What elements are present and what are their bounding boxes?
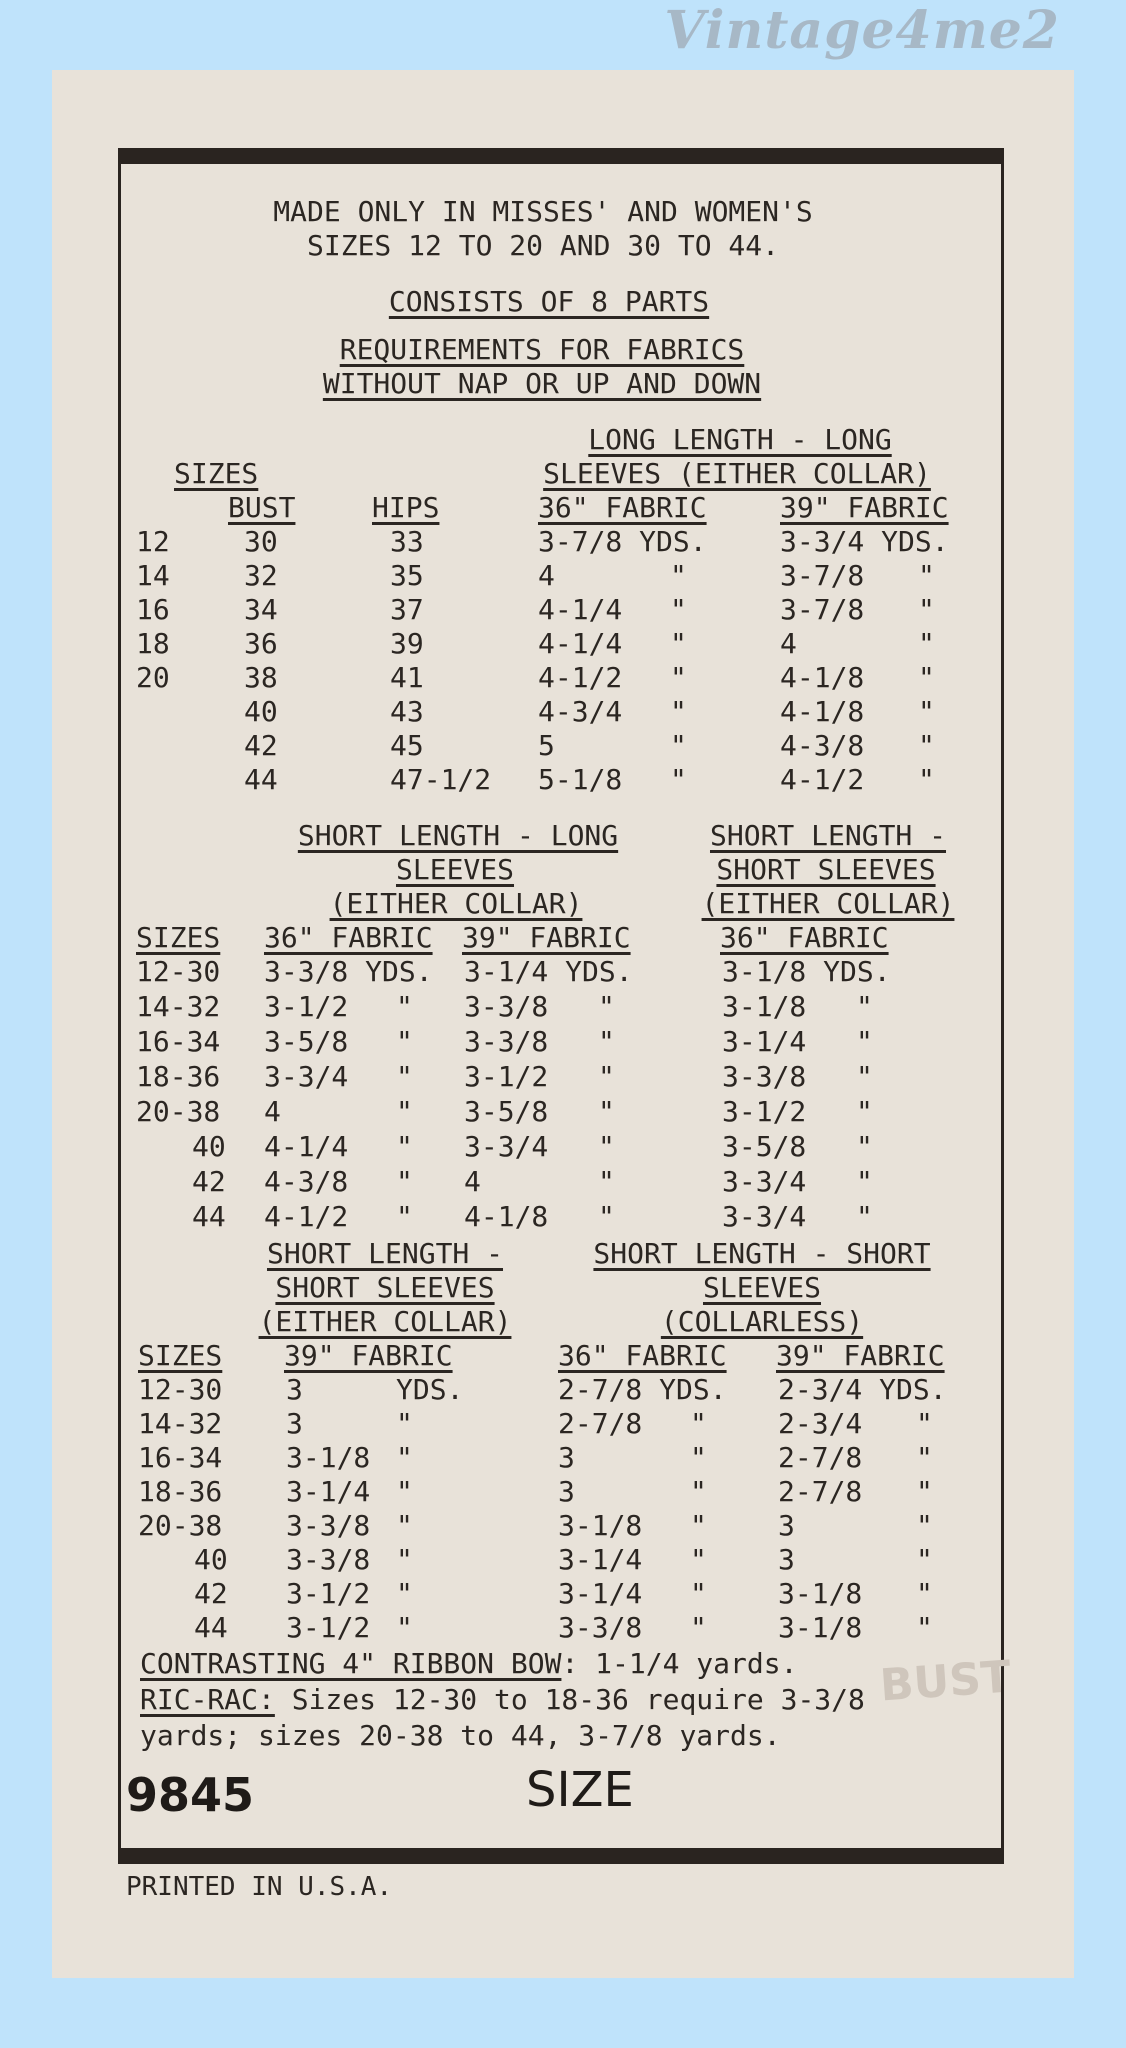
section2-row-ditto-36: " [396,1095,413,1128]
section2b-title-1: SHORT LENGTH - [709,819,947,852]
section2-row-size: 20-38 [136,1095,221,1128]
section1-row-fabric-39: 4 [780,627,797,660]
section1-row-ditto-36: " [670,695,687,728]
section1-row-size: 18 [136,627,170,660]
section1-row-fabric-36: 4 [538,559,555,592]
section1-row-hips: 47-1/2 [390,763,492,796]
ribbon-bow-value: : 1-1/4 yards. [561,1647,798,1680]
section2-row-short-sleeve-ditto-36: " [856,1060,873,1093]
section1-row-size: 14 [136,559,170,592]
section3-row-collarless-ditto-39: " [916,1475,933,1508]
section3-row-collarless-fabric-39: 2-3/4 [778,1407,863,1440]
section1-row-fabric-39: 4-1/8 [780,661,865,694]
section2-row-ditto-36: " [396,990,413,1023]
section2-36-fabric-header: 36" FABRIC [264,921,433,954]
section3-row-collarless-ditto-39: " [916,1543,933,1576]
section3-row-collarless-ditto-36: " [690,1509,707,1542]
ribbon-bow-note [140,1648,797,1680]
section2-row-ditto-39: " [598,1060,615,1093]
section3-row-size: 20-38 [138,1509,223,1542]
section2-39-fabric-header: 39" FABRIC [462,921,631,954]
section3-row-collarless-ditto-39: " [916,1611,933,1644]
section1-row-fabric-39: 3-7/8 [780,559,865,592]
section1-bust-header: BUST [228,491,296,524]
section3-row-fabric-39: 3-3/8 [286,1543,371,1576]
section2-row-ditto-39: " [598,1200,615,1233]
section1-row-fabric-36: 4-1/2 [538,661,623,694]
section1-title-2: SLEEVES (EITHER COLLAR) [543,457,931,490]
section3a-39-fabric-header: 39" FABRIC [284,1339,453,1372]
section3a-title-3: (EITHER COLLAR) [258,1305,512,1338]
section1-row-bust: 30 [244,525,278,558]
section3-row-collarless-fabric-39: 2-3/4 YDS. [778,1373,947,1406]
section2-row-ditto-39: " [598,990,615,1023]
section2-row-ditto-36: " [396,1060,413,1093]
section1-row-ditto-39: " [918,627,935,660]
section2-row-size: 42 [192,1165,226,1198]
section1-row-ditto-39: " [918,593,935,626]
section2-row-fabric-36: 3-1/2 [264,990,349,1023]
section3-row-collarless-fabric-36: 3-3/8 [558,1611,643,1644]
section2a-title-3: (EITHER COLLAR) [329,887,583,920]
section1-row-ditto-36: " [670,661,687,694]
section1-row-hips: 43 [390,695,424,728]
section1-row-fabric-36: 5 [538,729,555,762]
section3-row-ditto-39: " [396,1475,413,1508]
section3b-title-3: (COLLARLESS) [660,1305,864,1338]
section1-row-ditto-36: " [670,559,687,592]
section3-row-fabric-39: 3 [286,1407,303,1440]
section2-row-fabric-39: 3-1/4 YDS. [464,955,633,988]
section3-row-fabric-39: 3 [286,1373,303,1406]
section2-row-short-sleeve-ditto-36: " [856,990,873,1023]
section3-row-collarless-fabric-39: 2-7/8 [778,1475,863,1508]
section3b-title-1: SHORT LENGTH - SHORT [593,1237,931,1270]
section2-row-fabric-36: 3-3/8 YDS. [264,955,433,988]
section3-row-size: 14-32 [138,1407,223,1440]
section3-row-collarless-ditto-36: " [690,1407,707,1440]
section3-row-collarless-fabric-36: 3-1/4 [558,1577,643,1610]
ric-rac-note-line-2: yards; sizes 20-38 to 44, 3-7/8 yards. [140,1719,781,1752]
section3-row-ditto-39: " [396,1509,413,1542]
section2b-36-fabric-header: 36" FABRIC [720,921,889,954]
section3-row-collarless-fabric-36: 3-1/8 [558,1509,643,1542]
section3-row-fabric-39: 3-1/4 [286,1475,371,1508]
section3-row-fabric-39: 3-1/8 [286,1441,371,1474]
section1-row-ditto-39: " [918,695,935,728]
requirements-heading-2: WITHOUT NAP OR UP AND DOWN [322,367,762,400]
section1-row-fabric-39: 3-7/8 [780,593,865,626]
section2-row-short-sleeve-ditto-36: " [856,1200,873,1233]
section1-row-bust: 36 [244,627,278,660]
parts-heading: CONSISTS OF 8 PARTS [388,285,710,318]
section3-row-collarless-fabric-36: 3 [558,1475,575,1508]
section1-row-bust: 32 [244,559,278,592]
section3-row-ditto-39: " [396,1611,413,1644]
section1-row-ditto-39: " [918,763,935,796]
section2-row-ditto-39: " [598,1165,615,1198]
section1-row-hips: 45 [390,729,424,762]
section3-row-size: 12-30 [138,1373,223,1406]
section3-row-collarless-ditto-36: " [690,1577,707,1610]
section2-row-short-sleeve-fabric-36: 3-3/4 [722,1165,807,1198]
section2-row-size: 16-34 [136,1025,221,1058]
section3-row-ditto-39: " [396,1543,413,1576]
section1-sizes-header: SIZES [174,457,259,490]
ribbon-bow-label: CONTRASTING 4" RIBBON BOW [140,1647,562,1680]
section2-row-size: 18-36 [136,1060,221,1093]
section2-row-short-sleeve-fabric-36: 3-1/8 [722,990,807,1023]
section1-row-ditto-36: " [670,763,687,796]
section2-row-short-sleeve-ditto-36: " [856,1095,873,1128]
section3-row-collarless-ditto-39: " [916,1407,933,1440]
section3-row-collarless-ditto-36: " [690,1441,707,1474]
section2b-title-2: SHORT SLEEVES [716,853,936,886]
section3-row-collarless-fabric-39: 3-1/8 [778,1577,863,1610]
section3-row-collarless-fabric-36: 3 [558,1441,575,1474]
header-line-1: MADE ONLY IN MISSES' AND WOMEN'S [273,195,813,228]
section3a-title-2: SHORT SLEEVES [275,1271,495,1304]
section2-row-fabric-39: 3-3/8 [464,1025,549,1058]
section3-row-size: 42 [194,1577,228,1610]
section3b-39-fabric-header: 39" FABRIC [776,1339,945,1372]
section1-row-hips: 37 [390,593,424,626]
section2-row-ditto-39: " [598,1025,615,1058]
size-label: SIZE [526,1762,634,1818]
section2-row-fabric-39: 4 [464,1165,481,1198]
section2-row-fabric-36: 4-1/4 [264,1130,349,1163]
section1-39-fabric-header: 39" FABRIC [780,491,949,524]
section2-row-fabric-39: 3-3/8 [464,990,549,1023]
section2-row-fabric-39: 4-1/8 [464,1200,549,1233]
section1-row-ditto-39: " [918,729,935,762]
section3-row-ditto-39: YDS. [396,1373,464,1406]
section3-row-collarless-ditto-39: " [916,1441,933,1474]
ric-rac-note [140,1684,865,1716]
section2-row-size: 12-30 [136,955,221,988]
section2-row-fabric-36: 3-5/8 [264,1025,349,1058]
section2a-title-2: SLEEVES [395,853,515,886]
section3-row-size: 18-36 [138,1475,223,1508]
section1-row-ditto-36: " [670,729,687,762]
section2-row-fabric-36: 4-3/8 [264,1165,349,1198]
section2-row-ditto-39: " [598,1130,615,1163]
section2-row-size: 44 [192,1200,226,1233]
section2-row-size: 40 [192,1130,226,1163]
section3-row-collarless-fabric-39: 3-1/8 [778,1611,863,1644]
section3-row-collarless-ditto-36: " [690,1475,707,1508]
section2-row-short-sleeve-ditto-36: " [856,1025,873,1058]
section2-row-short-sleeve-fabric-36: 3-1/8 YDS. [722,955,891,988]
section2-row-fabric-36: 3-3/4 [264,1060,349,1093]
section2-row-short-sleeve-ditto-36: " [856,1165,873,1198]
section2-row-size: 14-32 [136,990,221,1023]
section3-sizes-header: SIZES [138,1339,223,1372]
section1-title-1: LONG LENGTH - LONG [588,423,892,456]
section1-row-ditto-39: " [918,559,935,592]
section2-row-short-sleeve-fabric-36: 3-5/8 [722,1130,807,1163]
section1-row-fabric-39: 4-3/8 [780,729,865,762]
section1-hips-header: HIPS [372,491,440,524]
section1-row-ditto-39: " [918,661,935,694]
section2-row-short-sleeve-ditto-36: " [856,1130,873,1163]
section2-row-ditto-36: " [396,1165,413,1198]
section2-row-short-sleeve-fabric-36: 3-3/8 [722,1060,807,1093]
section1-row-bust: 34 [244,593,278,626]
requirements-heading-1: REQUIREMENTS FOR FABRICS [339,333,745,366]
section2-row-short-sleeve-fabric-36: 3-1/4 [722,1025,807,1058]
section1-row-bust: 42 [244,729,278,762]
section1-row-fabric-36: 4-3/4 [538,695,623,728]
section1-row-fabric-36: 4-1/4 [538,627,623,660]
section2-row-fabric-39: 3-3/4 [464,1130,549,1163]
section2a-title-1: SHORT LENGTH - LONG [297,819,619,852]
section1-row-hips: 41 [390,661,424,694]
pattern-number: 9845 [126,1768,255,1822]
section2-row-ditto-36: " [396,1130,413,1163]
printed-in-footer: PRINTED IN U.S.A. [126,1872,393,1902]
section3-row-collarless-ditto-36: " [690,1611,707,1644]
section1-row-fabric-39: 4-1/2 [780,763,865,796]
section1-row-size: 12 [136,525,170,558]
section2-row-ditto-36: " [396,1025,413,1058]
section3-row-fabric-39: 3-1/2 [286,1611,371,1644]
watermark: Vintage4me2 [664,0,1060,61]
section3-row-size: 16-34 [138,1441,223,1474]
section2-row-fabric-36: 4 [264,1095,281,1128]
section1-row-fabric-36: 3-7/8 YDS. [538,525,707,558]
section3-row-collarless-fabric-36: 2-7/8 [558,1407,643,1440]
section3-row-size: 44 [194,1611,228,1644]
section1-row-hips: 33 [390,525,424,558]
section3-row-fabric-39: 3-3/8 [286,1509,371,1542]
section3a-title-1: SHORT LENGTH - [266,1237,504,1270]
section3-row-fabric-39: 3-1/2 [286,1577,371,1610]
section1-row-fabric-36: 5-1/8 [538,763,623,796]
faded-stamp: BUST [878,1651,1013,1712]
section2-row-fabric-39: 3-5/8 [464,1095,549,1128]
section1-row-fabric-39: 4-1/8 [780,695,865,728]
section1-row-size: 16 [136,593,170,626]
section1-row-size: 20 [136,661,170,694]
header-line-2: SIZES 12 TO 20 AND 30 TO 44. [306,229,780,262]
section3b-36-fabric-header: 36" FABRIC [558,1339,727,1372]
section3-row-collarless-fabric-39: 2-7/8 [778,1441,863,1474]
section3-row-collarless-fabric-36: 3-1/4 [558,1543,643,1576]
ric-rac-value: Sizes 12-30 to 18-36 require 3-3/8 [274,1683,865,1716]
section3-row-ditto-39: " [396,1577,413,1610]
section3b-title-2: SLEEVES [702,1271,822,1304]
section3-row-ditto-39: " [396,1407,413,1440]
section3-row-collarless-fabric-36: 2-7/8 YDS. [558,1373,727,1406]
section3-row-collarless-ditto-39: " [916,1577,933,1610]
section2-row-short-sleeve-fabric-36: 3-1/2 [722,1095,807,1128]
section2-row-short-sleeve-fabric-36: 3-3/4 [722,1200,807,1233]
section3-row-collarless-ditto-39: " [916,1509,933,1542]
section1-row-fabric-39: 3-3/4 YDS. [780,525,949,558]
section3-row-size: 40 [194,1543,228,1576]
ric-rac-label: RIC-RAC: [140,1683,275,1716]
section1-row-hips: 35 [390,559,424,592]
section3-row-collarless-ditto-36: " [690,1543,707,1576]
section2-row-ditto-39: " [598,1095,615,1128]
section1-row-bust: 40 [244,695,278,728]
section2-sizes-header: SIZES [136,921,221,954]
section2-row-fabric-36: 4-1/2 [264,1200,349,1233]
section1-row-bust: 38 [244,661,278,694]
section3-row-ditto-39: " [396,1441,413,1474]
section1-row-ditto-36: " [670,627,687,660]
section1-36-fabric-header: 36" FABRIC [538,491,707,524]
section1-row-bust: 44 [244,763,278,796]
section2b-title-3: (EITHER COLLAR) [701,887,955,920]
section1-row-fabric-36: 4-1/4 [538,593,623,626]
section2-row-fabric-39: 3-1/2 [464,1060,549,1093]
section1-row-ditto-36: " [670,593,687,626]
section1-row-hips: 39 [390,627,424,660]
section3-row-collarless-fabric-39: 3 [778,1509,795,1542]
section2-row-ditto-36: " [396,1200,413,1233]
section3-row-collarless-fabric-39: 3 [778,1543,795,1576]
